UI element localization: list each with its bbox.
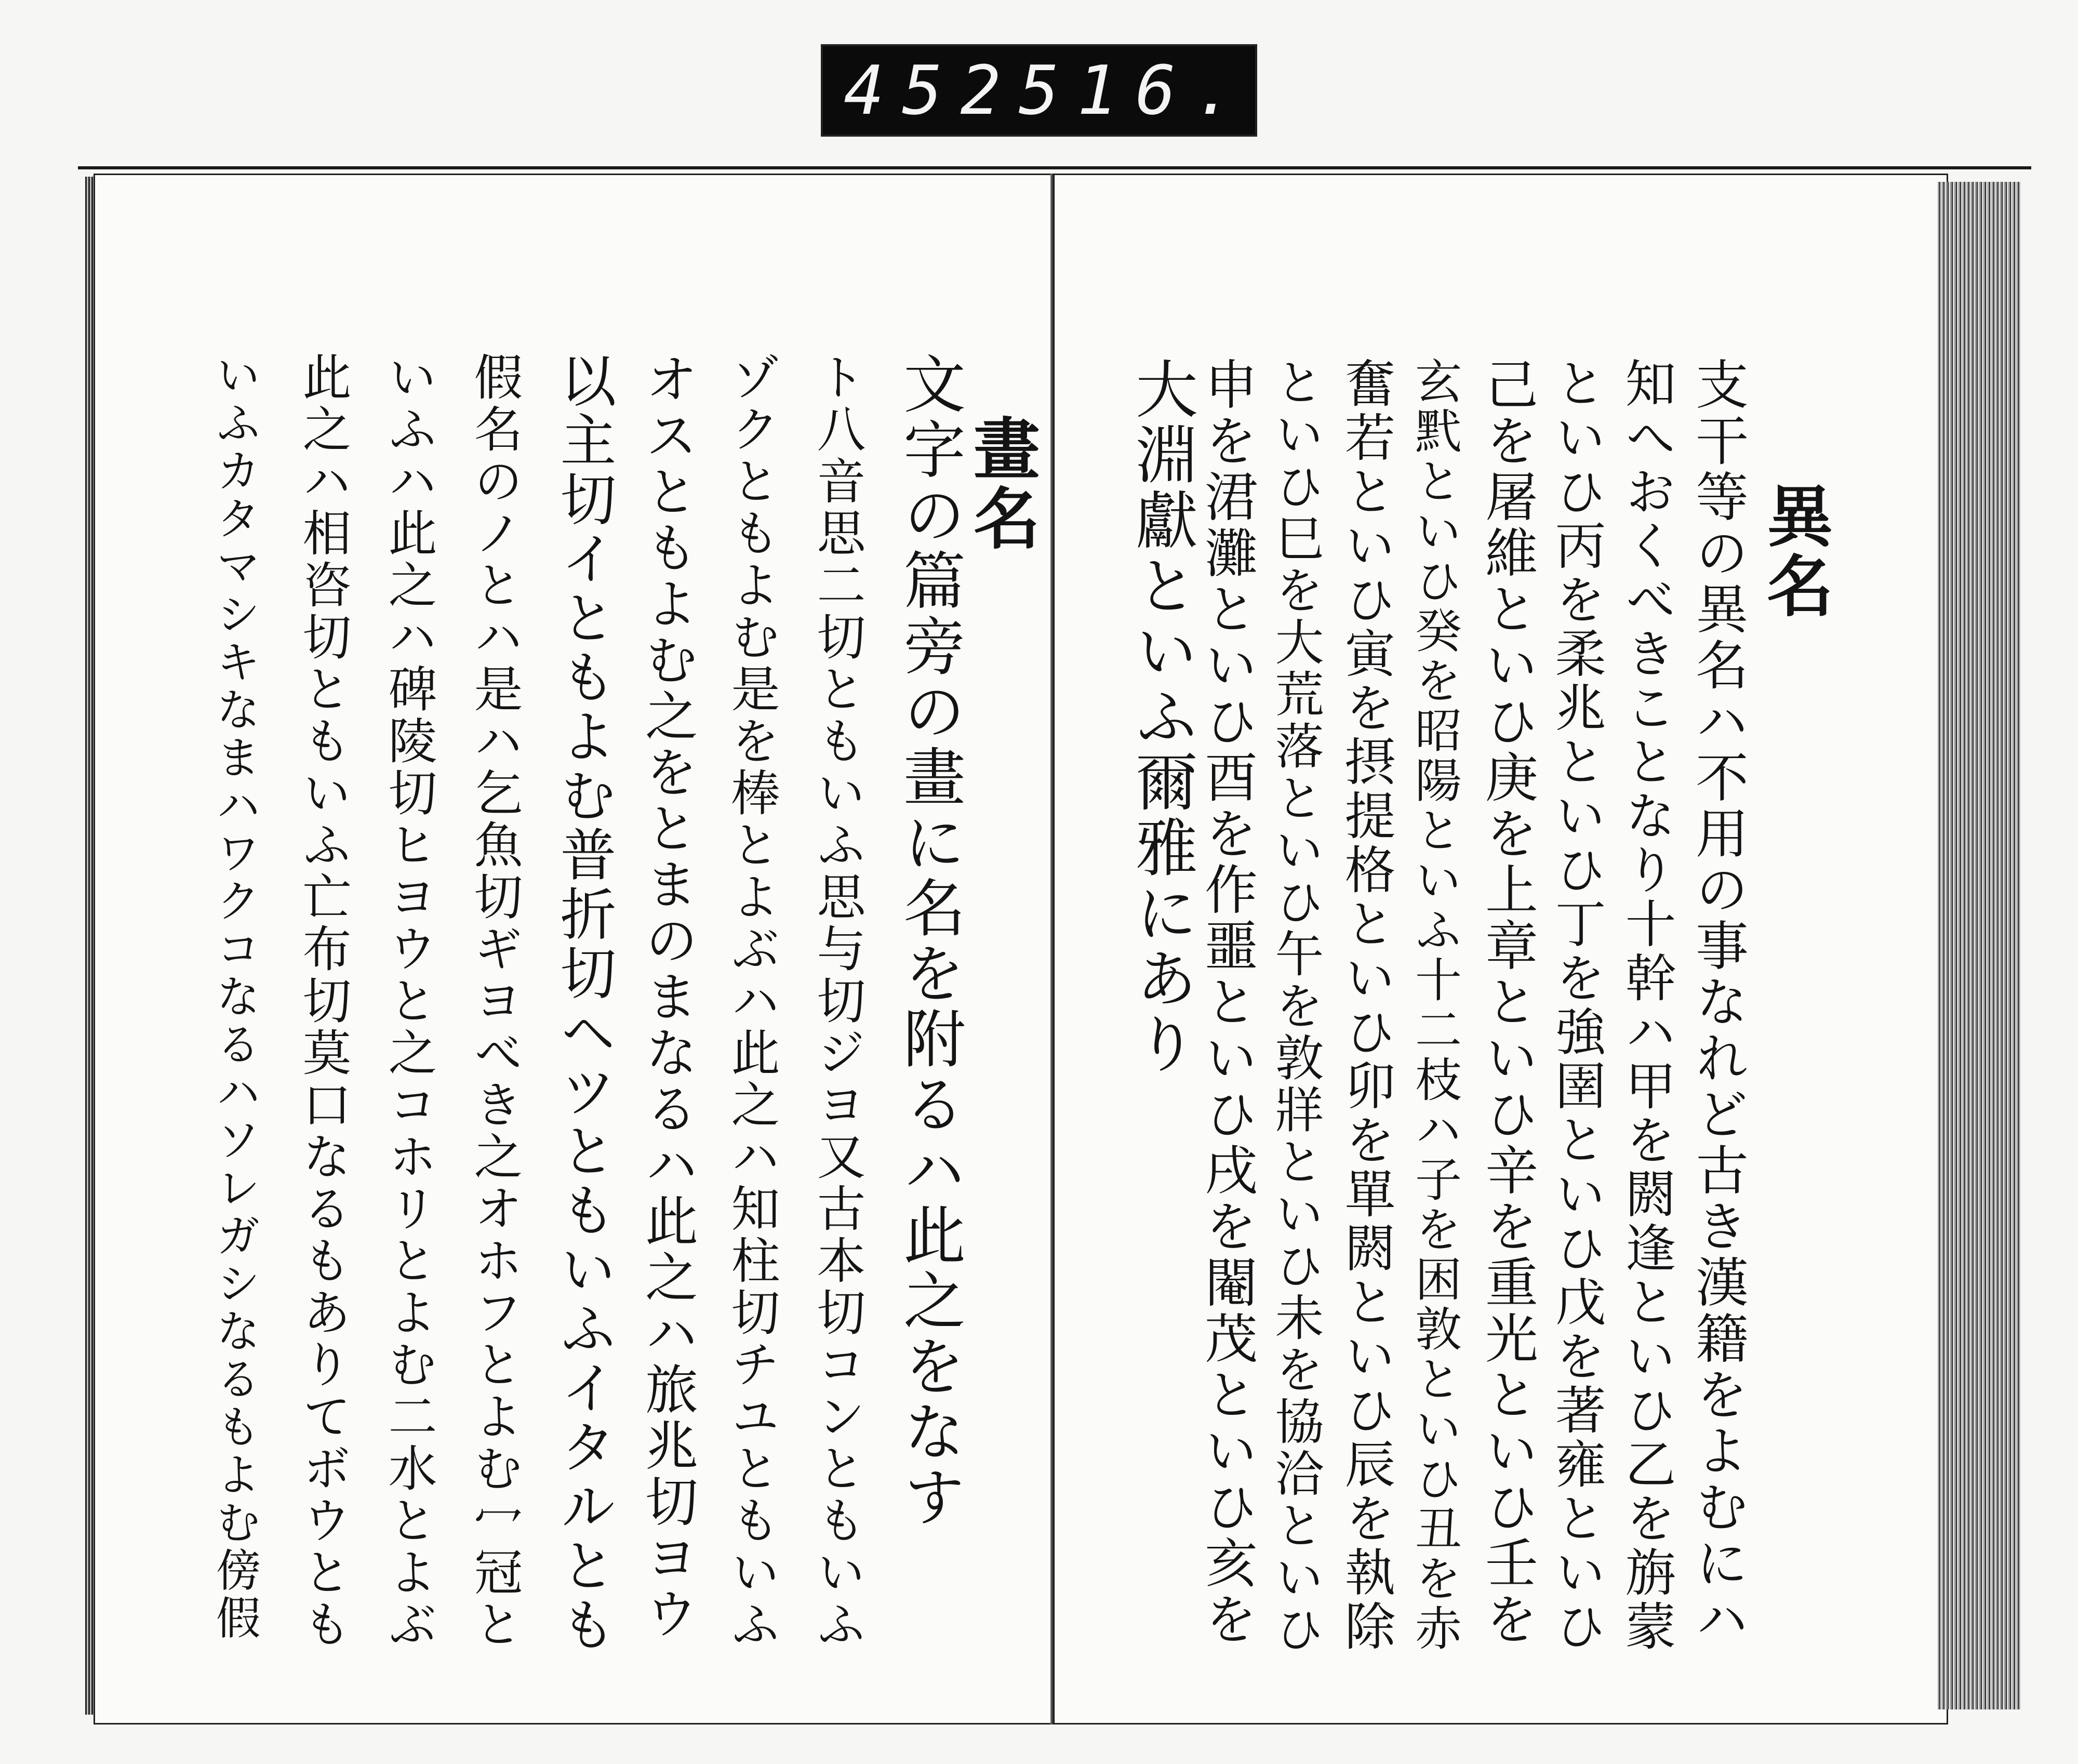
right-page-line-8: 申を涒灘といひ酉を作噩といひ戌を閹茂といひ亥を — [1196, 357, 1258, 1648]
left-page-line-3: ゾクともよむ是を棒とよぶハ此之ハ知柱切チユともいふ — [723, 352, 779, 1651]
left-page-line-1: 文字の篇旁の畫に名を附るハ此之をなす — [893, 352, 965, 1530]
left-page — [94, 174, 1055, 1725]
right-page-line-9: 大淵獻といふ爾雅にあり — [1125, 357, 1197, 1077]
left-page-line-8: 此之ハ相咨切ともいふ亡布切莫口なるもありてボウとも — [294, 352, 351, 1651]
right-page-line-5: 玄黓といひ癸を昭陽といふ十二枝ハ子を困敦といひ丑を赤 — [1407, 357, 1461, 1654]
right-page — [1055, 174, 1948, 1725]
page-counter — [821, 44, 1257, 137]
right-page-line-4: 己を屠維といひ庚を上章といひ辛を重光といひ壬を — [1476, 357, 1538, 1648]
right-page-line-1: 支干等の異名ハ不用の事なれど古き漢籍をよむにハ — [1687, 357, 1749, 1648]
right-page-heading: 異名 — [1755, 482, 1833, 621]
right-page-line-7: といひ巳を大荒落といひ午を敦牂といひ未を協洽といひ — [1267, 357, 1323, 1656]
right-page-line-3: といひ丙を柔兆といひ丁を強圉といひ戊を著雍といひ — [1547, 357, 1606, 1654]
right-page-line-2: 知へおくべきことなり十幹ハ甲を閼逢といひ乙を旃蒙 — [1617, 357, 1676, 1654]
left-page-heading: 畫名 — [962, 414, 1040, 553]
left-page-line-7: いふハ此之ハ碑陵切ヒヨウと之コホリとよむ二水とよぶ — [380, 352, 436, 1651]
left-page-line-5: 以主切イともよむ普折切ヘツともいふイタルとも — [551, 352, 616, 1655]
right-page-line-6: 奮若といひ寅を摂提格といひ卯を單閼といひ辰を執除 — [1336, 357, 1395, 1654]
left-page-line-2: ト八音思二切ともいふ思与切ジヨ又古本切コンともいふ — [808, 352, 865, 1651]
left-page-line-9: いふカタマシキなまハワクコなるハソレガシなるもよむ傍假 — [208, 352, 260, 1642]
right-page-edge — [1938, 182, 2021, 1709]
left-page-line-4: オスともよむ之をとまのまなるハ此之ハ旅兆切ヨウ — [636, 352, 698, 1642]
left-page-line-6: 假名のノとハ是ハ乞魚切ギヨべき之オホフとよむ冖冠と — [465, 352, 522, 1651]
open-book — [78, 166, 2031, 1725]
counter-left-number: 452 — [844, 51, 1019, 130]
counter-right-number: 516. — [1018, 51, 1252, 130]
